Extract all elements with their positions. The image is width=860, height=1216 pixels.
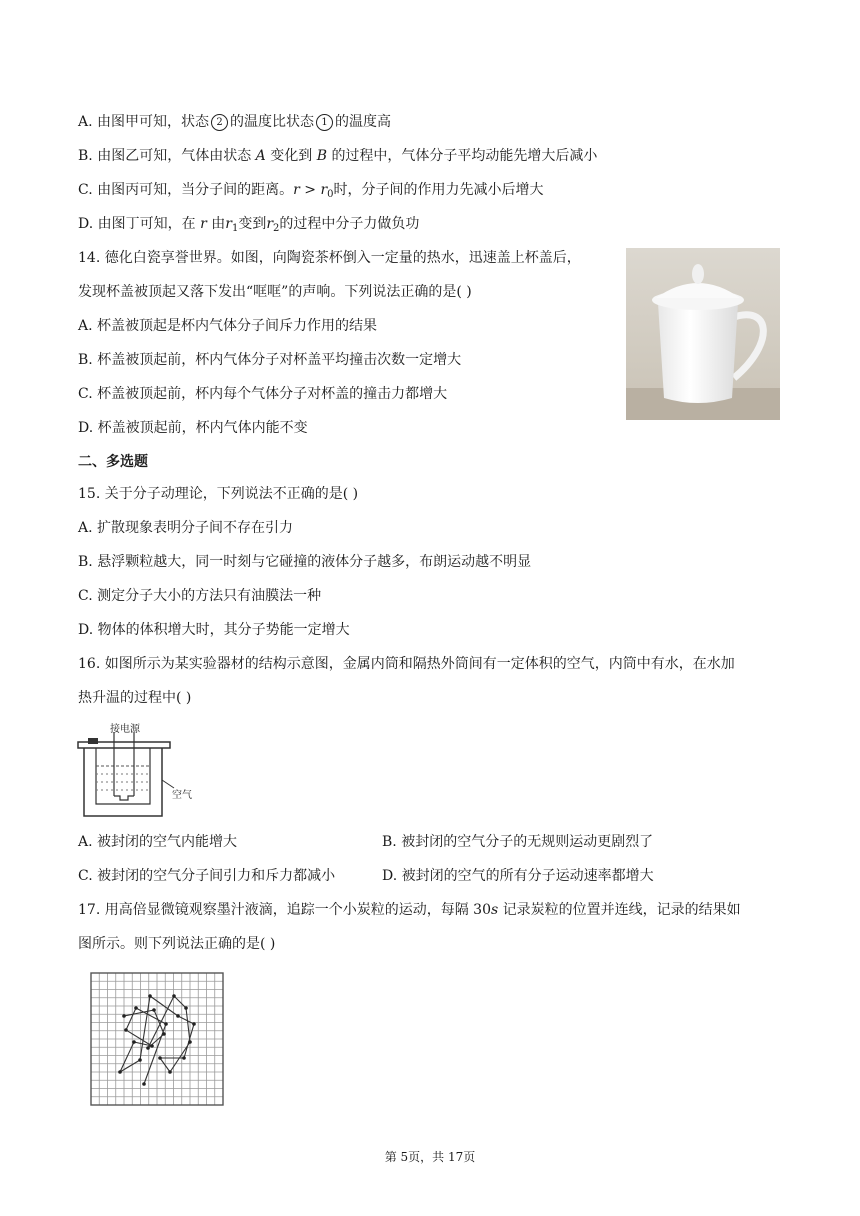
q15-option-b: B. 悬浮颗粒越大，同一时刻与它碰撞的液体分子越多，布朗运动越不明显 <box>78 554 532 570</box>
q15-stem: 15. 关于分子动理论，下列说法不正确的是( ) <box>78 486 359 502</box>
q14-option-d: D. 杯盖被顶起前，杯内气体内能不变 <box>78 420 308 436</box>
circled-1: 1 <box>316 114 333 131</box>
label-air: 空气 <box>172 790 192 801</box>
q16-option-b: B. 被封闭的空气分子的无规则运动更剧烈了 <box>382 834 654 850</box>
page-footer: 第 5页，共 17页 <box>384 1150 476 1164</box>
label-power: 接电源 <box>110 724 140 735</box>
q13-option-b: B. 由图乙可知，气体由状态 A 变化到 B 的过程中，气体分子平均动能先增大后减小 <box>78 148 598 164</box>
q16-option-d: D. 被封闭的空气的所有分子运动速率都增大 <box>382 868 654 884</box>
q15-option-d: D. 物体的体积增大时，其分子势能一定增大 <box>78 622 350 638</box>
q16-stem-line2: 热升温的过程中( ) <box>78 690 192 706</box>
brownian-motion-grid-diagram <box>90 972 224 1106</box>
q16-option-a: A. 被封闭的空气内能增大 <box>78 834 238 850</box>
circled-2: 2 <box>211 114 228 131</box>
q16-option-c: C. 被封闭的空气分子间引力和斥力都减小 <box>78 868 336 884</box>
heating-apparatus-diagram <box>76 722 206 822</box>
q15-option-a: A. 扩散现象表明分子间不存在引力 <box>78 520 294 536</box>
q15-option-c: C. 测定分子大小的方法只有油膜法一种 <box>78 588 322 604</box>
section-heading-multiple-choice: 二、多选题 <box>78 454 148 470</box>
q14-stem-line2: 发现杯盖被顶起又落下发出“哐哐”的声响。下列说法正确的是( ) <box>78 284 472 300</box>
q14-option-b: B. 杯盖被顶起前，杯内气体分子对杯盖平均撞击次数一定增大 <box>78 352 462 368</box>
q17-stem-line1: 17. 用高倍显微镜观察墨汁液滴，追踪一个小炭粒的运动，每隔 30s 记录炭粒的位置并连线，记录的结果如 <box>78 902 741 918</box>
q14-option-c: C. 杯盖被顶起前，杯内每个气体分子对杯盖的撞击力都增大 <box>78 386 448 402</box>
q13-option-a: A. 由图甲可知，状态 2 的温度比状态 1 的温度高 <box>78 114 392 130</box>
q14-stem-line1: 14. 德化白瓷享誉世界。如图，向陶瓷茶杯倒入一定量的热水，迅速盖上杯盖后， <box>78 250 581 266</box>
q14-option-a: A. 杯盖被顶起是杯内气体分子间斥力作用的结果 <box>78 318 378 334</box>
q13-option-d: D. 由图丁可知，在 r 由$r_1$变到$r_2$的过程中分子力做负功 <box>78 216 420 234</box>
q16-stem-line1: 16. 如图所示为某实验器材的结构示意图，金属内筒和隔热外筒间有一定体积的空气，内筒中有水，在水加 <box>78 656 735 672</box>
porcelain-cup-image <box>626 248 780 420</box>
q13-option-c: C. 由图丙可知，当分子间的距离。$r > r_0$时，分子间的作用力先减小后增大 <box>78 182 544 200</box>
q17-stem-line2: 图所示。则下列说法正确的是( ) <box>78 936 276 952</box>
